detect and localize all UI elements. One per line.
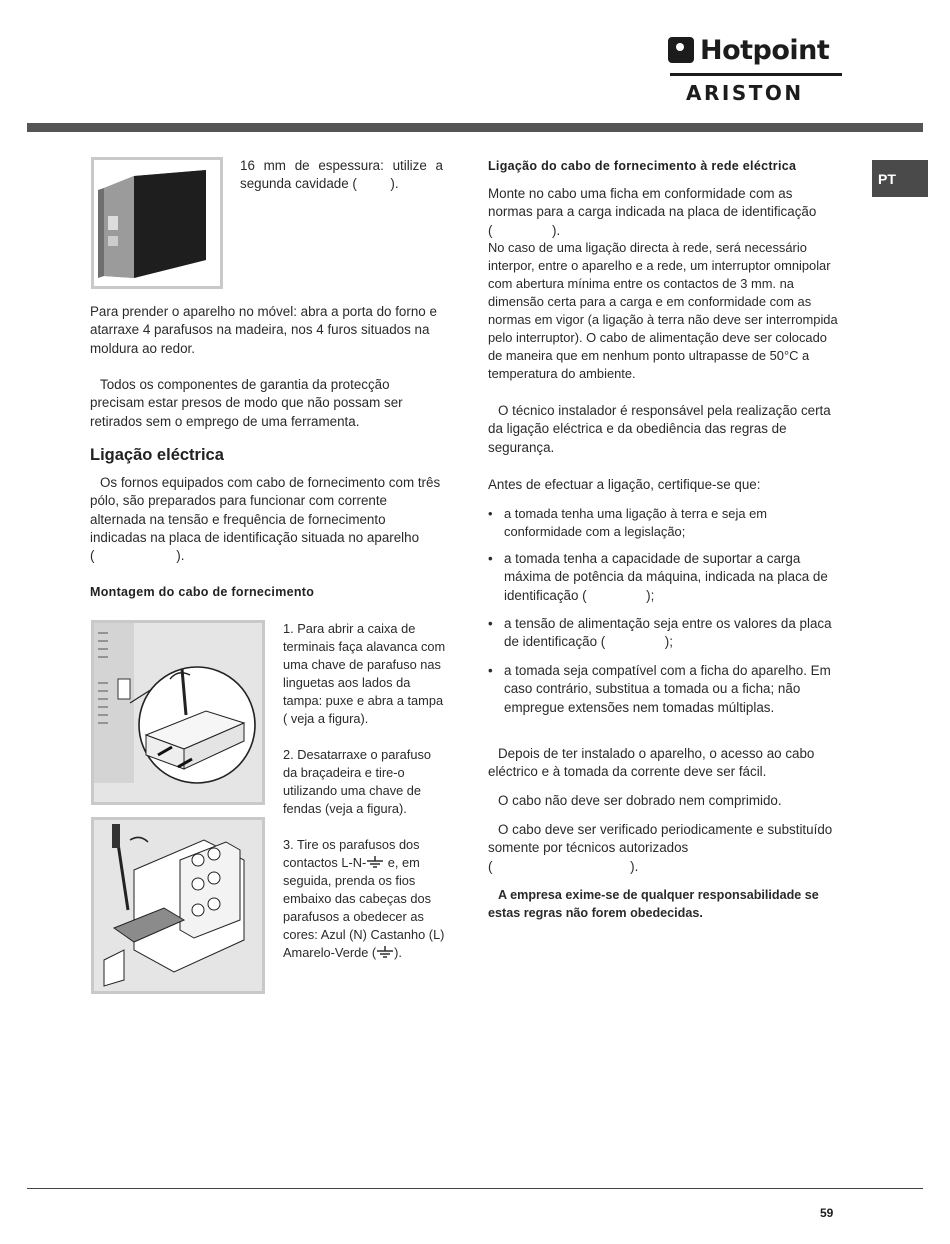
right-p4: Antes de efectuar a ligação, certifique-se que: — [488, 477, 761, 492]
right-p7: O cabo deve ser verificado periodicamente e substituído somente por técnicos autorizados ( ). — [488, 822, 833, 874]
brand-sub: ARISTON — [686, 81, 804, 105]
earth-ground-icon — [376, 946, 394, 959]
left-p1: Para prender o aparelho no móvel: abra a porta do forno e atarraxe 4 parafusos na madeira, nos 4 furos situados na moldura ao redor. — [90, 304, 437, 356]
right-p1: Monte no cabo uma ficha em conformidade com as normas para a carga indicada na placa de identificação ( ). — [488, 186, 817, 238]
terminal-box-figure — [91, 620, 265, 805]
earth-ground-icon — [366, 856, 384, 869]
right-p2: No caso de uma ligação directa à rede, será necessário interpor, entre o aparelho e a rede, um interruptor omnipolar com abertura mínima entre os contactos de 3 mm. na dimensão certa para a carga e em conformidade com as normas em vigor (a ligação à terra não deve ser interrompida pelo interruptor). O cabo de alimentação deve ser colocado de maneira que em nenhum ponto ultrapasse de 50°C a temperatura do ambiente. — [488, 240, 838, 381]
bullet-item: • a tensão de alimentação seja entre os valores da placa de identificação ( ); — [488, 615, 843, 652]
bullet-item: • a tomada tenha a capacidade de suportar a carga máxima de potência da máquina, indicada na placa de identificação ( ); — [488, 550, 843, 605]
step-3-part-1: 3. Tire os parafusos dos contactos L-N- — [283, 837, 420, 870]
right-subheading: Ligação do cabo de fornecimento à rede eléctrica — [488, 159, 797, 173]
brand-name: Hotpoint — [700, 34, 830, 66]
right-p6: O cabo não deve ser dobrado nem comprimido. — [498, 793, 782, 808]
right-p3: O técnico instalador é responsável pela realização certa da ligação eléctrica e da obediência das regras de segurança. — [488, 403, 831, 455]
cavity-figure — [91, 157, 223, 289]
step-3-part-2: e, em seguida, prenda os fios embaixo das cabeças dos parafusos a obedecer as cores: Azul (N) Castanho (L) Amarelo-Verde ( — [283, 855, 445, 960]
bullet-item: • a tomada seja compatível com a ficha do aparelho. Em caso contrário, substitua a tomada ou a ficha; não empregue extensões nem tomadas múltiplas. — [488, 662, 843, 717]
footer-rule — [27, 1188, 923, 1189]
page-number: 59 — [820, 1206, 834, 1220]
right-p5: Depois de ter instalado o aparelho, o acesso ao cabo eléctrico e à tomada da corrente deve ser fácil. — [488, 746, 815, 780]
header-bar — [27, 123, 923, 132]
right-p8: A empresa exime-se de qualquer responsabilidade se estas regras não forem obedecidas. — [488, 888, 819, 921]
step-2: 2. Desatarraxe o parafuso da braçadeira e tire-o utilizando uma chave de fendas (veja a figura). — [283, 747, 431, 816]
brand-logo — [668, 33, 843, 105]
logo-divider — [670, 73, 842, 76]
step-3-part-3: ). — [394, 945, 402, 960]
step-3 — [283, 836, 447, 962]
language-tab: PT — [872, 160, 928, 197]
bullet-item: • a tomada tenha uma ligação à terra e seja em conformidade com a legislação; — [488, 505, 843, 541]
section-heading: Ligação eléctrica — [90, 446, 224, 464]
left-p3: Os fornos equipados com cabo de fornecimento com três pólo, são preparados para funcionar com corrente alternada na tensão e frequência de fornecimento indicadas na placa de identificação situada no aparelho ( ). — [90, 475, 441, 564]
fig1-caption: 16 mm de espessura: utilize a segunda cavidade ( ). — [240, 158, 443, 192]
left-subheading: Montagem do cabo de fornecimento — [90, 585, 315, 599]
hotpoint-logo-icon — [668, 37, 694, 63]
step-1: 1. Para abrir a caixa de terminais faça alavanca com uma chave de parafuso nas linguetas aos lados da tampa: puxe e abra a tampa ( veja a figura). — [283, 621, 446, 726]
left-p2: Todos os componentes de garantia da protecção precisam estar presos de modo que não possam ser retirados sem o emprego de uma ferramenta. — [90, 377, 403, 429]
terminal-block-figure — [91, 817, 265, 994]
